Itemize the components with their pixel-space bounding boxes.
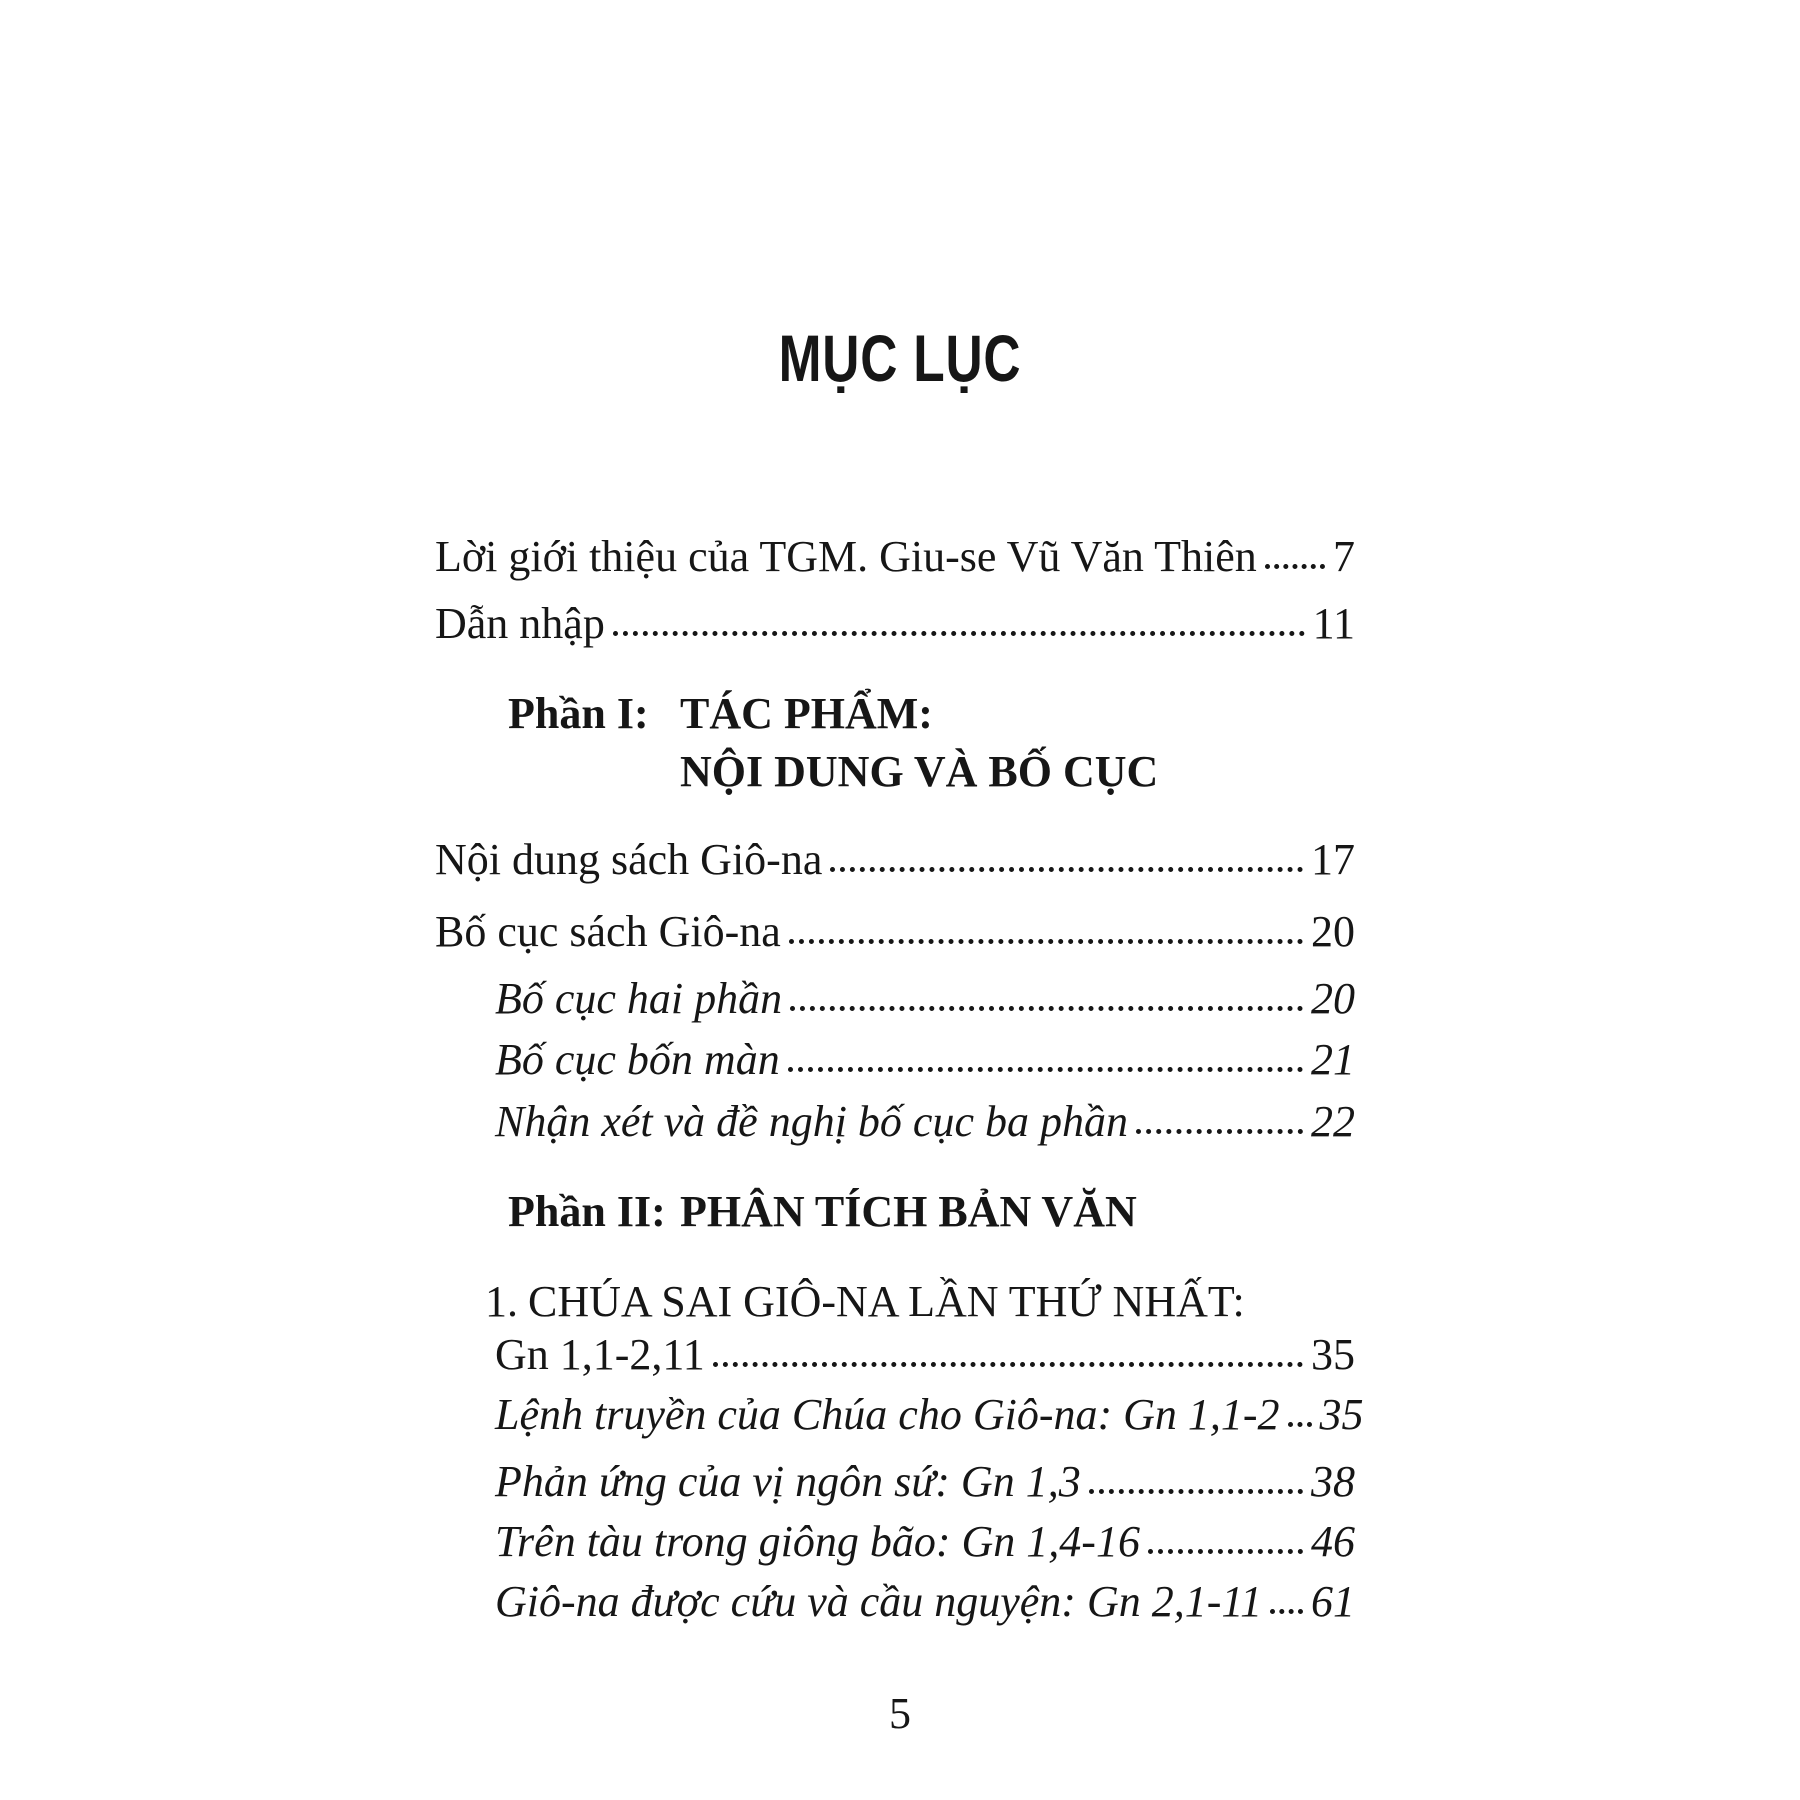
chapter-title: CHÚA SAI GIÔ-NA LẦN THỨ NHẤT: <box>528 1277 1245 1326</box>
dot-leader <box>1265 564 1325 569</box>
toc-subentry-giona-duoc-cuu <box>435 1577 1355 1626</box>
toc-entry-text: Trên tàu trong giông bão: Gn 1,4-16 <box>495 1517 1140 1566</box>
toc-entry-text: Gn 1,1-2,11 <box>495 1330 705 1379</box>
toc-entry-page: 22 <box>1311 1097 1355 1146</box>
toc-entry-text: Phản ứng của vị ngôn sứ: Gn 1,3 <box>495 1457 1081 1506</box>
toc-chapter-1-heading <box>435 1277 1355 1326</box>
dot-leader <box>1288 1422 1312 1427</box>
dot-leader <box>613 631 1305 636</box>
toc-list <box>435 391 1364 1626</box>
dot-leader <box>830 867 1303 872</box>
dot-leader <box>1148 1549 1303 1554</box>
toc-entry-dan-nhap <box>435 599 1355 648</box>
section-label: Phần I: <box>508 689 649 738</box>
toc-entry-page: 35 <box>1311 1330 1355 1379</box>
toc-subentry-phan-ung <box>435 1457 1355 1506</box>
toc-entry-text: Giô-na được cứu và cầu nguyện: Gn 2,1-11 <box>495 1577 1263 1626</box>
toc-entry-text: Bố cục bốn màn <box>495 1035 780 1084</box>
toc-entry-noi-dung-sach <box>435 835 1355 884</box>
toc-entry-page: 20 <box>1311 974 1355 1023</box>
toc-entry-text: Nhận xét và đề nghị bố cục ba phần <box>495 1097 1128 1146</box>
toc-section-part1 <box>435 685 1355 801</box>
chapter-number: 1. <box>485 1277 518 1326</box>
toc-chapter-1-reference <box>435 1330 1355 1379</box>
dot-leader <box>789 939 1303 944</box>
section-title-line2: NỘI DUNG VÀ BỐ CỤC <box>680 747 1159 796</box>
toc-entry-text: Bố cục hai phần <box>495 974 783 1023</box>
dot-leader <box>1089 1489 1303 1494</box>
dot-leader <box>1136 1129 1303 1134</box>
toc-subentry-tren-tau <box>435 1517 1355 1566</box>
toc-entry-page: 21 <box>1311 1035 1355 1084</box>
section-title <box>680 685 1158 801</box>
toc-entry-text: Lời giới thiệu của TGM. Giu-se Vũ Văn Thiên <box>435 532 1257 581</box>
dot-leader <box>713 1362 1303 1367</box>
dot-leader <box>1270 1609 1303 1614</box>
toc-entry-page: 7 <box>1333 532 1355 581</box>
toc-entry-page: 61 <box>1311 1577 1355 1626</box>
toc-entry-page: 35 <box>1319 1390 1364 1439</box>
toc-entry-text: Lệnh truyền của Chúa cho Giô-na: Gn 1,1-2 <box>495 1390 1280 1439</box>
toc-entry-page: 20 <box>1311 907 1355 956</box>
toc-subentry-bo-cuc-hai-phan <box>435 974 1355 1023</box>
toc-section-part2 <box>435 1183 1355 1241</box>
page-title: MỤC LỤC <box>778 321 1022 395</box>
section-title-line1: PHÂN TÍCH BẢN VĂN <box>680 1187 1137 1236</box>
toc-subentry-lenh-truyen <box>435 1390 1364 1439</box>
footer-page-number: 5 <box>889 1689 911 1738</box>
section-title <box>680 1183 1137 1241</box>
toc-entry-bo-cuc-sach <box>435 907 1355 956</box>
toc-entry-intro <box>435 532 1355 581</box>
section-label: Phần II: <box>508 1187 666 1236</box>
section-title-line1: TÁC PHẨM: <box>680 689 933 738</box>
toc-entry-page: 11 <box>1312 599 1355 648</box>
toc-entry-page: 46 <box>1311 1517 1355 1566</box>
toc-entry-text: Nội dung sách Giô-na <box>435 835 823 884</box>
toc-entry-text: Dẫn nhập <box>435 599 605 648</box>
toc-entry-text: Bố cục sách Giô-na <box>435 907 781 956</box>
dot-leader <box>790 1006 1303 1011</box>
toc-subentry-bo-cuc-bon-man <box>435 1035 1355 1084</box>
toc-entry-page: 17 <box>1311 835 1355 884</box>
toc-subentry-nhan-xet <box>435 1097 1355 1146</box>
toc-entry-page: 38 <box>1311 1457 1355 1506</box>
dot-leader <box>788 1067 1303 1072</box>
